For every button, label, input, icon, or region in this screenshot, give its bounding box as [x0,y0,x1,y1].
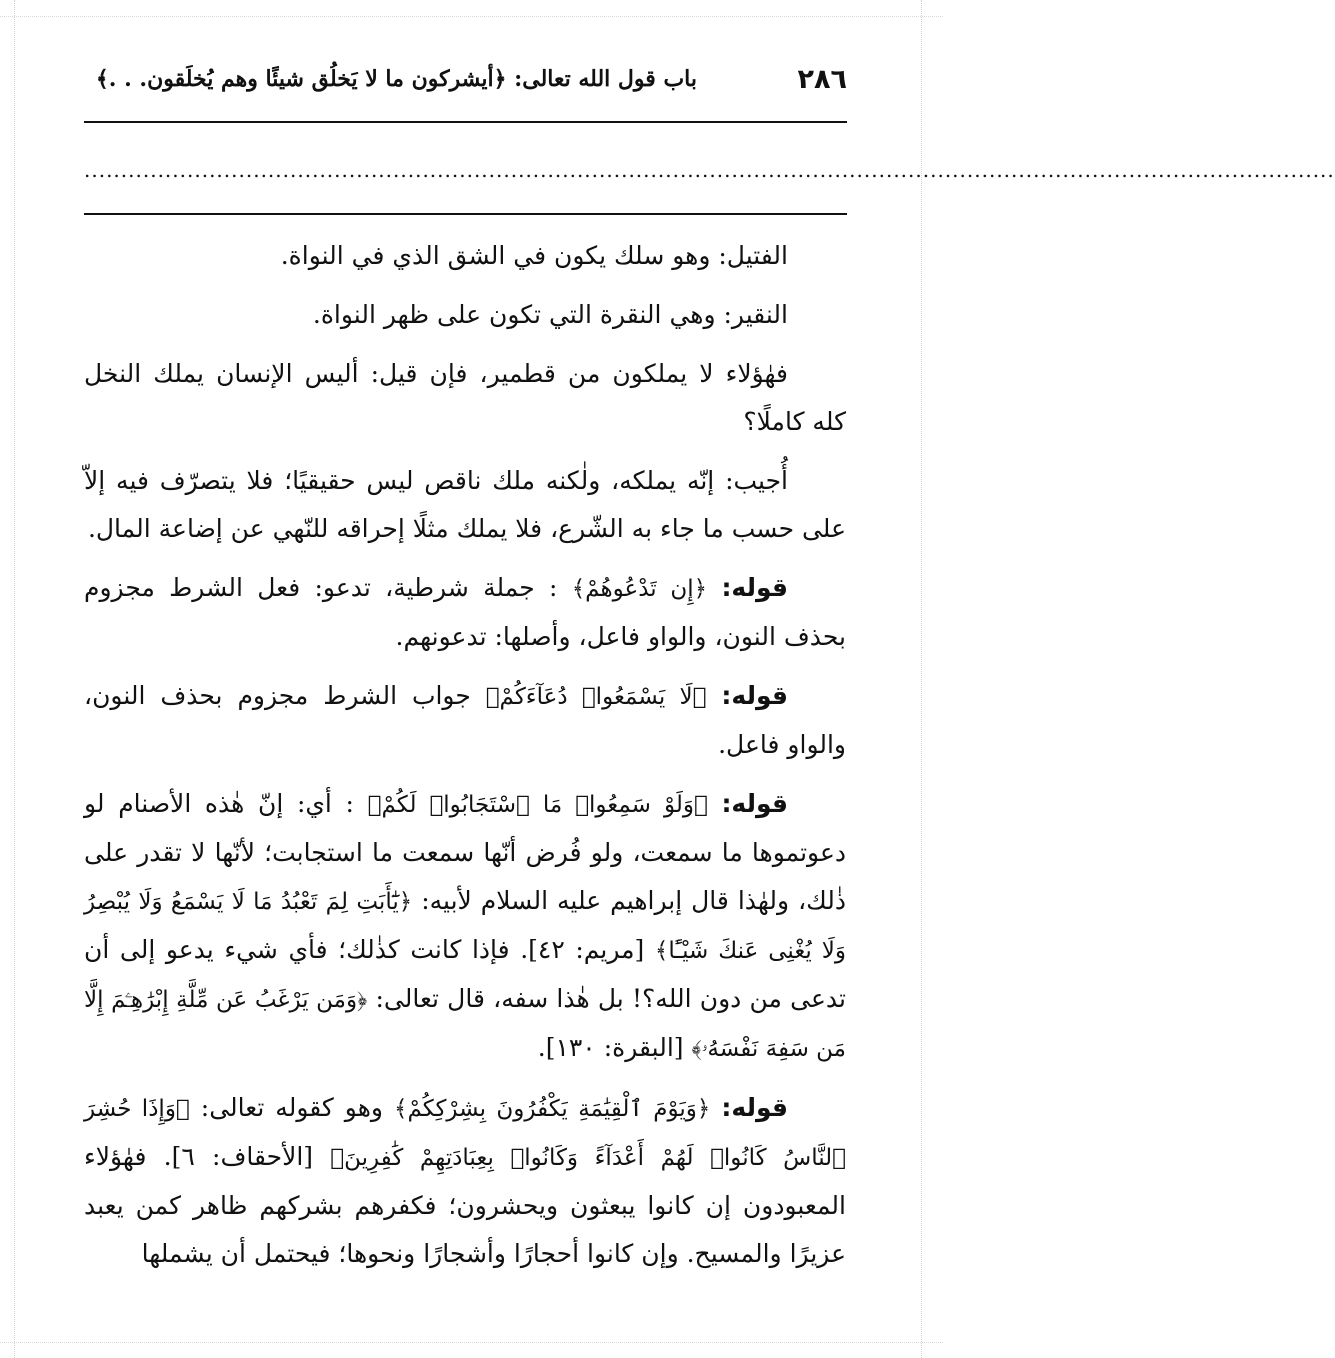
page-header [84,62,847,108]
paragraph-text: فهٰؤلاء لا يملكون من قطمير، فإن قيل: أليس الإنسان يملك النخل كله كاملًا؟ [84,359,846,436]
scan-edge-line [921,0,922,1358]
quran-quote: ﴿وَمَن يَرْغَبُ عَن مِّلَّةِ إِبْرَٰهِـۧمَ إِلَّا مَن سَفِهَ نَفْسَهُۥ﴾ [84,987,846,1062]
paragraph [84,780,846,1073]
quran-quote: ﴿لَا يَسْمَعُوا۟ دُعَآءَكُمْ﴾ [485,684,707,710]
quran-quote: ﴿يَٰٓأَبَتِ لِمَ تَعْبُدُ مَا لَا يَسْمَعُ وَلَا يُبْصِرُ وَلَا يُغْنِى عَنكَ شَيْـًٔا﴾ [84,889,846,964]
paragraph-text: أُجيب: إنّه يملكه، ولٰكنه ملك ناقص ليس حقيقيًا؛ فلا يتصرّف فيه إلاّ على حسب ما جاء به الشّرع، فلا يملك مثلًا إحراقه للنّهي عن إضاعة المال. [84,466,846,543]
dotted-separator: .......................................................................................................................................................................... [84,158,1335,182]
quran-quote: ﴿وَيَوْمَ ٱلْقِيَٰمَةِ يَكْفُرُونَ بِشِرْكِكُمْ﴾ [393,1096,711,1122]
paragraph-text: [الأحقاف: ٦]. فهٰؤلاء المعبودون إن كانوا يبعثون ويحشرون؛ فكفرهم بشركهم ظاهر كمن يعبد عزيرًا والمسيح. وإن كانوا أحجارًا وأشجارًا ونحوها؛ فيحتمل أن يشملها [84,1142,846,1268]
quran-quote: ﴿إِن تَدْعُوهُمْ﴾ [571,576,708,602]
paragraph [84,672,846,769]
paragraph-lead: قوله: [721,1093,788,1122]
paragraph-text: : أي: إنّ هٰذه الأصنام لو دعوتموها ما سمعت، ولو فُرض أنّها سمعت ما استجابت؛ لأنّها لا تقدر على ذٰلك، ولهٰذا قال إبراهيم عليه السلام لأبيه: [84,789,846,915]
body-text [84,232,846,1289]
paragraph-text: : جملة شرطية، تدعو: فعل الشرط مجزوم بحذف النون، والواو فاعل، وأصلها: تدعونهم. [84,573,846,651]
scan-edge-line [0,1342,943,1343]
paragraph [84,350,846,446]
scan-edge-line [14,0,15,1358]
paragraph-text: وهو كقوله تعالى: [200,1093,383,1122]
paragraph-lead: قوله: [721,789,789,818]
paragraph-lead: قوله: [721,573,789,602]
scan-edge-line [0,16,943,17]
paragraph [84,291,846,339]
paragraph-text: جواب الشرط مجزوم بحذف النون، والواو فاعل. [84,681,846,759]
paragraph [84,564,846,661]
paragraph [84,232,846,280]
quran-quote: ﴿وَلَوْ سَمِعُوا۟ مَا ٱسْتَجَابُوا۟ لَكُمْ﴾ [367,792,708,818]
paragraph [84,457,846,553]
separator-rule [84,213,847,215]
paragraph-text: [مريم: ٤٢]. فإذا كانت كذٰلك؛ فأي شيء يدعو إلى أن تدعى من دون الله؟! بل هٰذا سفه، قال تعالى: [84,935,846,1013]
running-title: باب قول الله تعالى: ﴿أيشركون ما لا يَخلُق شيئًا وهم يُخلَقون. . .﴾ [95,66,697,92]
paragraph-lead: قوله: [721,681,789,710]
paragraph-text: الفتيل: وهو سلك يكون في الشق الذي في النواة. [280,241,788,270]
paragraph [84,1084,846,1278]
paragraph-text: [البقرة: ١٣٠]. [537,1033,684,1062]
quran-quote: ﴿وَإِذَا حُشِرَ ٱلنَّاسُ كَانُوا۟ لَهُمْ أَعْدَآءً وَكَانُوا۟ بِعِبَادَتِهِمْ كَٰفِرِينَ﴾ [84,1096,846,1171]
header-rule [84,121,847,123]
paragraph-text: النقير: وهي النقرة التي تكون على ظهر النواة. [312,300,788,329]
page-number: ٢٨٦ [797,64,847,95]
